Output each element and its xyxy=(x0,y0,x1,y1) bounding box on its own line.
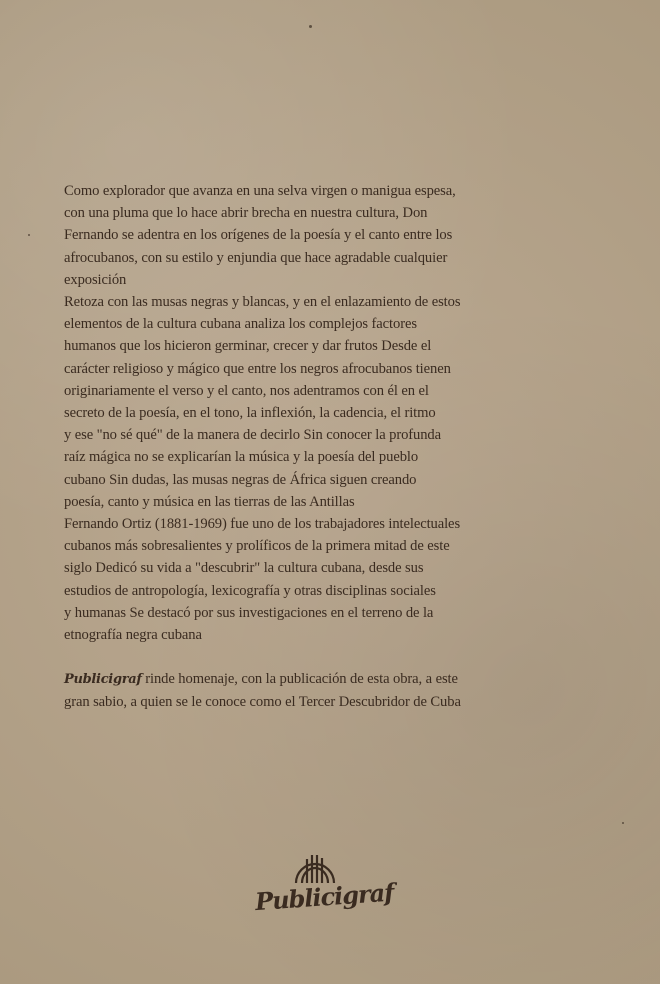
paper-speck xyxy=(622,822,624,824)
description-text xyxy=(64,180,604,714)
text-line: estudios de antropología, lexicografía y otras disciplinas sociales xyxy=(64,582,436,599)
text-line: Fernando se adentra en los orígenes de la poesía y el canto entre los xyxy=(64,227,453,244)
text-line: y ese "no sé qué" de la manera de decirlo Sin conocer la profunda xyxy=(64,427,441,444)
paragraph-biography xyxy=(64,513,604,646)
paragraph-musas xyxy=(64,291,604,513)
text-line: Fernando Ortiz (1881-1969) fue uno de los trabajadores intelectuales xyxy=(64,516,461,533)
paragraph-intro xyxy=(64,180,604,291)
text-line: poesía, canto y música en las tierras de las Antillas xyxy=(64,493,355,510)
paper-speck xyxy=(28,234,30,236)
text-line: y humanas Se destacó por sus investigaciones en el terreno de la xyxy=(64,604,434,621)
publisher-logo xyxy=(254,845,395,940)
text-line: raíz mágica no se explicarían la música y la poesía del pueblo xyxy=(64,449,419,466)
text-line: elementos de la cultura cubana analiza los complejos factores xyxy=(64,316,417,333)
text-line: etnografía negra cubana xyxy=(64,627,202,644)
text-line: cubano Sin dudas, las musas negras de África siguen creando xyxy=(64,471,417,488)
tribute-text: rinde homenaje, con la publicación de esta obra, a este xyxy=(145,671,458,688)
paper-speck xyxy=(309,25,312,28)
publisher-name-inline: Publicigraf xyxy=(64,672,142,688)
text-line: humanos que los hicieron germinar, crecer y dar frutos Desde el xyxy=(64,338,432,355)
text-line: exposición xyxy=(64,271,127,288)
text-line: secreto de la poesía, en el tono, la inflexión, la cadencia, el ritmo xyxy=(64,405,436,422)
text-line: cubanos más sobresalientes y prolíficos de la primera mitad de este xyxy=(64,538,450,555)
publisher-logo-text: Publicigraf xyxy=(254,877,395,917)
text-line: Retoza con las musas negras y blancas, y en el enlazamiento de estos xyxy=(64,294,461,311)
text-line: siglo Dedicó su vida a "descubrir" la cultura cubana, desde sus xyxy=(64,560,424,577)
text-line: gran sabio, a quien se le conoce como el Tercer Descubridor de Cuba xyxy=(64,694,461,711)
text-line: con una pluma que lo hace abrir brecha en nuestra cultura, Don xyxy=(64,205,428,222)
text-line xyxy=(64,668,604,691)
text-line: Como explorador que avanza en una selva virgen o manigua espesa, xyxy=(64,183,456,199)
text-line: carácter religioso y mágico que entre los negros afrocubanos tienen xyxy=(64,360,451,377)
text-line: originariamente el verso y el canto, nos adentramos con él en el xyxy=(64,382,429,399)
text-line: afrocubanos, con su estilo y enjundia que hace agradable cualquier xyxy=(64,249,448,266)
paragraph-tribute xyxy=(64,668,604,713)
